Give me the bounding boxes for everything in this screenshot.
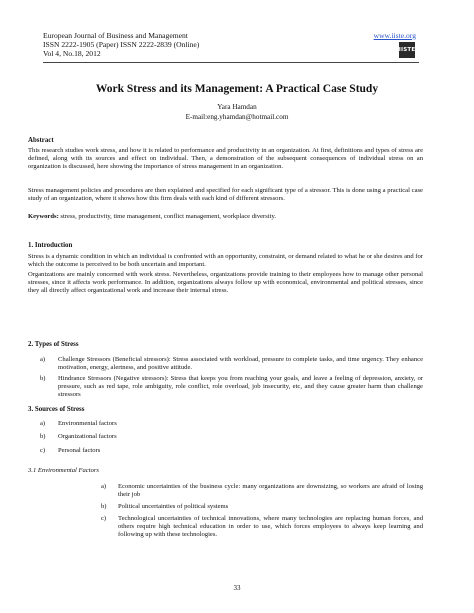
abstract-paragraph-2: Stress management policies and procedures are then explained and specified for each significant type of a stressor. This is done using a practical case study of an organization, where it shows how this firm deals with each kind of different stressors. [28, 187, 423, 203]
list-item: Technological uncertainties of technical innovations, where many technologies are replacing human forces, and others require high technical education in order to use, which forces employees to always keep learning and following up with these technologies. [118, 515, 423, 539]
author-name: Yara Hamdan [217, 103, 257, 111]
list-item: Environmental factors [58, 420, 117, 427]
list-marker: b) [40, 433, 46, 440]
journal-issn: ISSN 2222-1905 (Paper) ISSN 2222-2839 (Online) [43, 40, 200, 49]
list-marker: a) [101, 483, 107, 490]
list-marker: c) [40, 447, 46, 454]
author-email: E-mail:eng.yhamdan@hotmail.com [185, 113, 289, 121]
section-heading-types: 2. Types of Stress [28, 341, 79, 348]
iiste-logo: IISTE [399, 42, 415, 58]
list-marker: b) [40, 375, 46, 382]
list-item: Personal factors [58, 447, 101, 454]
list-marker: c) [101, 515, 107, 522]
header-rule [43, 62, 419, 63]
journal-volume: Vol 4, No.18, 2012 [43, 49, 101, 58]
subsection-heading-environmental: 3.1 Environmental Factors [28, 467, 99, 474]
abstract-heading: Abstract [28, 137, 54, 144]
keywords-line [28, 213, 423, 221]
section-heading-introduction: 1. Introduction [28, 242, 73, 249]
list-item: Organizational factors [58, 433, 117, 440]
website-link[interactable]: www.iiste.org [373, 31, 416, 40]
keywords-text: stress, productivity, time management, conflict management, workplace diversity. [58, 213, 277, 220]
journal-name: European Journal of Business and Management [43, 31, 188, 40]
intro-paragraph-2: Organizations are mainly concerned with work stress. Nevertheless, organizations provide training to their employees how to manage other personal stresses, since it affects work performance. In addition, organizations always follow up with economical, environmental and political stresses, since they all directly affect organizational work and increase their internal stress. [28, 271, 423, 295]
section-heading-sources: 3. Sources of Stress [28, 406, 85, 413]
paper-title: Work Stress and its Management: A Practical Case Study [95, 83, 379, 95]
list-marker: a) [40, 420, 46, 427]
list-item: Economic uncertainties of the business cycle: many organizations are downsizing, so workers are afraid of losing their job [118, 483, 423, 499]
intro-paragraph-1: Stress is a dynamic condition in which an individual is confronted with an opportunity, constraint, or demand related to what he or she desires and for which the outcome is perceived to be both uncertain and important. [28, 253, 423, 269]
keywords-label: Keywords: [28, 213, 59, 220]
page-number: 33 [233, 584, 241, 592]
list-item: Challenge Stressors (Beneficial stressors): Stress associated with workload, pressure to complete tasks, and time urgency. They enhance motivation, energy, alertness, and positive attitude. [58, 356, 423, 372]
list-item: Hindrance Stressors (Negative stressors): Stress that keeps you from reaching your goals, and leave a feeling of depression, anxiety, or pressure, such as red tape, role ambiguity, role conflict, role overload, job insecurity, etc, and they cause greater harm than challenge stressors [58, 375, 423, 399]
list-marker: b) [101, 503, 107, 510]
abstract-paragraph-1: This research studies work stress, and how it is related to performance and productivity in an organization. At first, definitions and types of stress are defined, along with its sources and effect on individual. Then, a demonstration of the subsequent consequences of individual stress on an organization is discussed, here showing the importance of stress management in an organization. [28, 147, 423, 171]
list-item: Political uncertainties of political systems [118, 503, 229, 510]
list-marker: a) [40, 356, 46, 363]
